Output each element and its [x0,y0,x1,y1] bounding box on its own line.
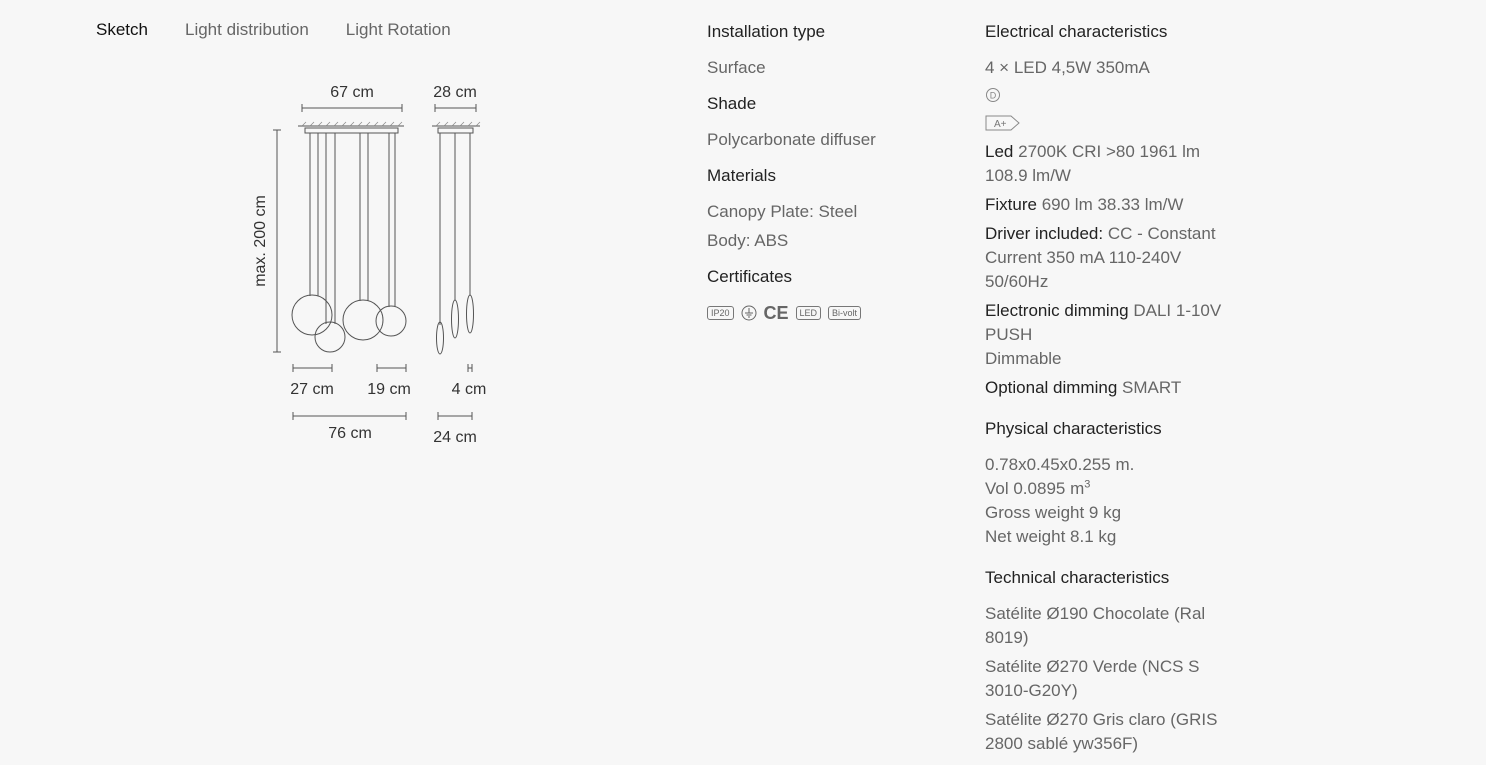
physical-net-weight: Net weight 8.1 kg [985,527,1117,546]
lamp-sketch-svg [240,70,500,460]
dim-depth-top: 28 cm [433,84,477,101]
physical-dimensions: 0.78x0.45x0.255 m. [985,455,1135,474]
spec-column-general [707,20,947,325]
tab-light-rotation[interactable]: Light Rotation [345,20,451,39]
dim-width-top: 67 cm [330,84,374,101]
technical-item: Satélite Ø190 Chocolate (Ral 8019) [985,604,1206,647]
fixture-spec: Fixture 690 lm 38.33 lm/W [985,195,1184,214]
shade-heading: Shade [707,94,757,113]
technical-item: Satélite Ø270 Gris claro (GRIS 2800 sablé yw356F) [985,710,1218,753]
dim-shade-b: 19 cm [367,381,411,398]
certificates-heading: Certificates [707,267,793,286]
installation-value: Surface [707,58,766,77]
spec-column-electrical [985,20,1245,756]
led-spec: Led 2700K CRI >80 1961 lm 108.9 lm/W [985,142,1201,185]
bivolt-badge: Bi-volt [828,306,861,320]
tab-light-distribution[interactable]: Light distribution [184,20,309,39]
dim-depth-bottom: 24 cm [433,429,477,446]
dim-width-bottom: 76 cm [328,425,372,442]
svg-text:A+: A+ [994,119,1007,130]
tab-bar [96,19,488,41]
materials-canopy: Canopy Plate: Steel [707,202,858,221]
electrical-value: 4 × LED 4,5W 350mA [985,58,1150,77]
electrical-heading: Electrical characteristics [985,22,1168,41]
ground-icon [741,305,757,321]
ip20-badge: IP20 [707,306,734,320]
technical-heading: Technical characteristics [985,568,1170,587]
led-badge: LED [796,306,822,320]
shade-value: Polycarbonate diffuser [707,130,876,149]
materials-body: Body: ABS [707,231,789,250]
certificates-list [707,301,947,325]
technical-item: Satélite Ø270 Verde (NCS S 3010-G20Y) [985,657,1200,700]
physical-volume: Vol 0.0895 $m^3$ [985,478,1091,498]
installation-heading: Installation type [707,22,826,41]
dimmable-icon [985,86,1245,110]
materials-heading: Materials [707,166,776,185]
dimming-spec: Electronic dimming DALI 1-10V PUSH [985,301,1222,344]
physical-gross-weight: Gross weight 9 kg [985,503,1122,522]
dim-shade-a: 27 cm [290,381,334,398]
ce-mark-icon: CE [763,303,789,323]
dim-height: max. 200 cm [252,195,269,287]
energy-class-icon [985,114,1245,138]
dim-shade-c: 4 cm [451,381,487,398]
optional-dimming-spec: Optional dimming SMART [985,378,1182,397]
physical-heading: Physical characteristics [985,419,1162,438]
svg-text:D: D [989,90,997,101]
sketch-drawing [240,70,500,465]
dimmable-text: Dimmable [985,349,1062,368]
tab-sketch[interactable]: Sketch [96,20,148,39]
driver-spec: Driver included: CC - Constant Current 350 mA 110-240V 50/60Hz [985,224,1216,291]
